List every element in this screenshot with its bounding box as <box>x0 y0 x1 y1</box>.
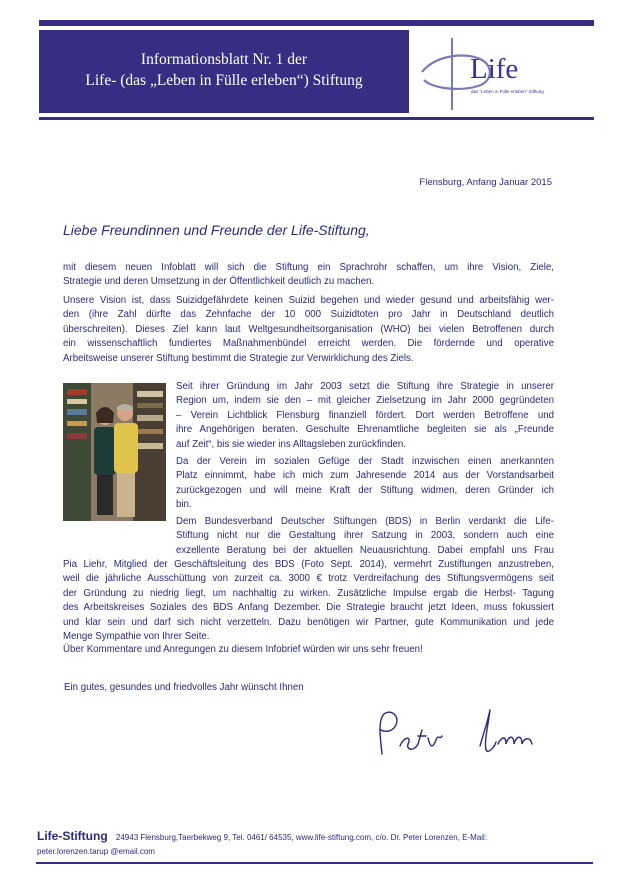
logo-tagline: das "Leben in Fülle erleben" Stiftung <box>471 89 544 94</box>
footer-email: peter.lorenzen.tarup @email.com <box>37 847 155 856</box>
text-line: auf Zeit“, bis sie wieder ins Alltagsleben zurückfinden. <box>176 438 406 450</box>
text-line: ein wissenschaftlich fundiertes Maßnahmenbündel erreicht werden. Die fördernde und operative <box>63 338 554 350</box>
text-line: den (ihre Zahl dürfte das Zehnfache der 10 000 Suizidtoten pro Jahr in Deutschland deutlich <box>63 309 554 321</box>
handwritten-signature <box>372 706 567 766</box>
text-line: Menge Sympathie von Ihrer Seite. <box>63 631 210 643</box>
text-line: Über Kommentare und Anregungen zu diesem Infobrief würden wir uns sehr freuen! <box>63 644 423 655</box>
text-line: Seit ihrer Gründung im Jahr 2003 setzt die Stiftung ihre Strategie in unserer <box>176 381 554 392</box>
paragraph-history <box>176 380 554 452</box>
header-title <box>39 49 409 91</box>
header-title-line-2: Life- (das „Leben in Fülle erleben“) Stiftung <box>85 72 363 89</box>
text-line: des Arbeitskreises Soziales des BDS Anfang Dezember. Die Strategie braucht jetzt Ideen, muss fokussiert <box>63 602 554 614</box>
closing-line: Ein gutes, gesundes und friedvolles Jahr wünscht Ihnen <box>64 682 304 693</box>
photo-two-people-icon <box>63 383 166 521</box>
text-line: bin. <box>176 499 192 511</box>
header-top-rule <box>39 20 594 26</box>
text-line: Unsere Vision ist, dass Suizidgefährdete keinen Suizid begehen und wieder gesund und arbeitsfähig wer- <box>63 295 554 306</box>
text-line: Strategie und deren Umsetzung in der Öffentlichkeit deutlich zu machen. <box>63 276 375 288</box>
paragraph-intro <box>63 261 554 290</box>
greeting: Liebe Freundinnen und Freunde der Life-Stiftung, <box>63 222 370 238</box>
footer-brand: Life-Stiftung <box>37 829 108 843</box>
text-line: Stiftung nicht nur die Gestaltung ihrer Satzung in 2003, sondern auch eine <box>176 530 554 542</box>
text-line: Platz einnimmt, habe ich mich zum Jahresende 2014 aus der Vorstandsarbeit <box>176 470 554 482</box>
life-logo <box>418 30 594 113</box>
text-line: ihre Angehörigen beraten. Geschulte Ehrenamtliche begleiten sie als „Freunde <box>176 424 554 436</box>
footer-address: 24943 Flensburg,Taerbekweg 9, Tel. 0461/ 64535, www.life-stiftung.com, c/o. Dr. Peter Lorenzen, E-Mail: <box>115 833 488 842</box>
text-line: Dem Bundesverband Deutscher Stiftungen (BDS) in Berlin verdankt die Life- <box>176 516 554 527</box>
place-date: Flensburg, Anfang Januar 2015 <box>419 177 552 188</box>
text-line: Region um, indem sie den – mit gleicher Zielsetzung im Jahr 2000 gegründeten <box>176 395 554 407</box>
text-line: mit diesem neuen Infoblatt will sich die Stiftung ein Sprachrohr schaffen, um ihre Vision, Ziele, <box>63 262 554 273</box>
footer-rule <box>36 862 593 864</box>
header-bottom-rule <box>39 117 594 120</box>
paragraph-vision <box>63 294 554 366</box>
text-line: und klar sein und darf sich nicht verzetteln. Dazu benötigen wir Partner, gute Kommunikation und jede <box>63 616 554 628</box>
footer <box>37 828 597 860</box>
founder-photo <box>63 383 166 521</box>
header-title-line-1: Informationsblatt Nr. 1 der <box>140 51 308 68</box>
paragraph-bds-full <box>63 558 554 644</box>
text-line: – Verein Lichtblick Flensburg finanziell fördert. Dort werden Betroffene und <box>176 409 554 421</box>
text-line: Da der Verein im sozialen Gefüge der Stadt inzwischen einen anerkannten <box>176 456 554 467</box>
header-title-box <box>39 30 409 113</box>
text-line: Arbeitsweise unserer Stiftung bestimmt die Strategie zur Verwirklichung des Ziels. <box>63 352 414 364</box>
paragraph-feedback <box>63 643 554 657</box>
text-line: weil die jährliche Ausschüttung von zurzeit ca. 3000 € trotz Verdreifachung des Stiftungsvermögens seit <box>63 573 554 585</box>
text-line: zurückgezogen und will meine Kraft der Stiftung widmen, deren Gründer ich <box>176 484 554 496</box>
text-line: überschreiten). Dieses Ziel kann laut Weltgesundheitsorganisation (WHO) bei vielen Betroffenen durch <box>63 323 554 335</box>
text-line: der Gründung zu niedrig liegt, um nachhaltig zu wirken. Zusätzliche Impulse ergab die Herbst- Tagung <box>63 587 554 599</box>
paragraph-retirement <box>176 455 554 513</box>
paragraph-bds-wrap <box>176 515 554 558</box>
text-line: exzellente Beratung bei der aktuellen Neuausrichtung. Dabei empfahl uns Frau <box>176 544 554 556</box>
logo-wordmark: Life <box>470 53 519 85</box>
text-line: Pia Liehr, Mitglied der Geschäftsleitung des BDS (Foto Sept. 2014), vermehrt Zustiftungen anzustreben, <box>63 559 554 570</box>
